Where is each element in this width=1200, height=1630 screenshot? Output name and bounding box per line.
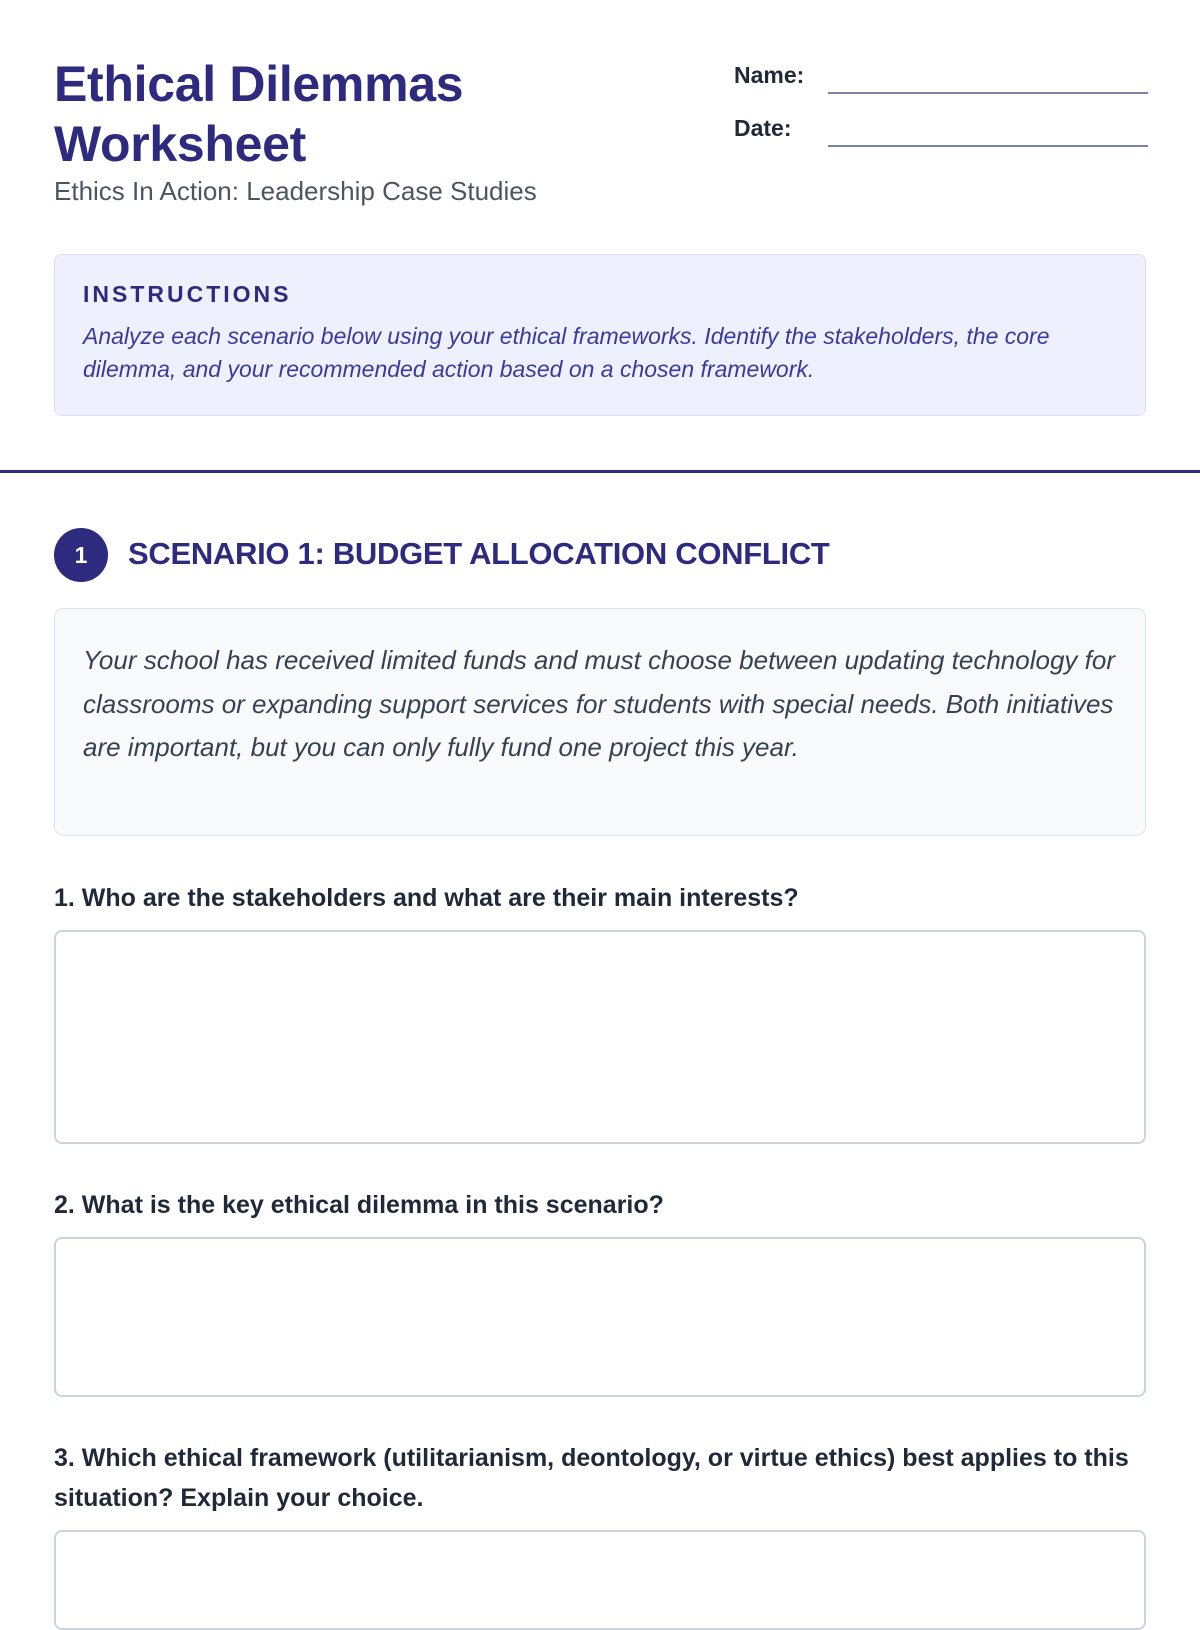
scenario-heading [54,528,1148,582]
instructions-text: Analyze each scenario below using your ethical frameworks. Identify the stakeholders, the core dilemma, and your recommended action based on a chosen framework. [83,323,1050,382]
scenario-number-badge: 1 [54,528,108,582]
answer-box-2[interactable] [54,1237,1146,1397]
instructions-box [54,254,1146,416]
name-label: Name: [734,62,805,88]
question-1: 1. Who are the stakeholders and what are their main interests? [54,884,799,912]
answer-box-1[interactable] [54,930,1146,1144]
scenario-title: SCENARIO 1: BUDGET ALLOCATION CONFLICT [128,536,830,571]
date-field[interactable] [734,111,1148,151]
name-field[interactable] [734,58,1148,98]
scenario-description-box [54,608,1146,836]
page-title: Ethical Dilemmas Worksheet [54,56,464,172]
date-label: Date: [734,115,792,141]
question-2: 2. What is the key ethical dilemma in this scenario? [54,1191,664,1219]
section-divider [0,470,1200,473]
date-blank-line[interactable] [828,145,1148,147]
question-3: 3. Which ethical framework (utilitarianism, deontology, or virtue ethics) best applies to this situation? Explain your choice. [54,1444,1129,1512]
instructions-heading: INSTRUCTIONS [83,281,292,307]
answer-box-3[interactable] [54,1530,1146,1630]
name-blank-line[interactable] [828,92,1148,94]
scenario-description: Your school has received limited funds and must choose between updating technology for classrooms or expanding support services for students with special needs. Both initiatives are important, but you can only fully fund one project this year. [83,645,1115,762]
worksheet-header [54,54,1148,214]
page-subtitle: Ethics In Action: Leadership Case Studies [54,176,537,206]
